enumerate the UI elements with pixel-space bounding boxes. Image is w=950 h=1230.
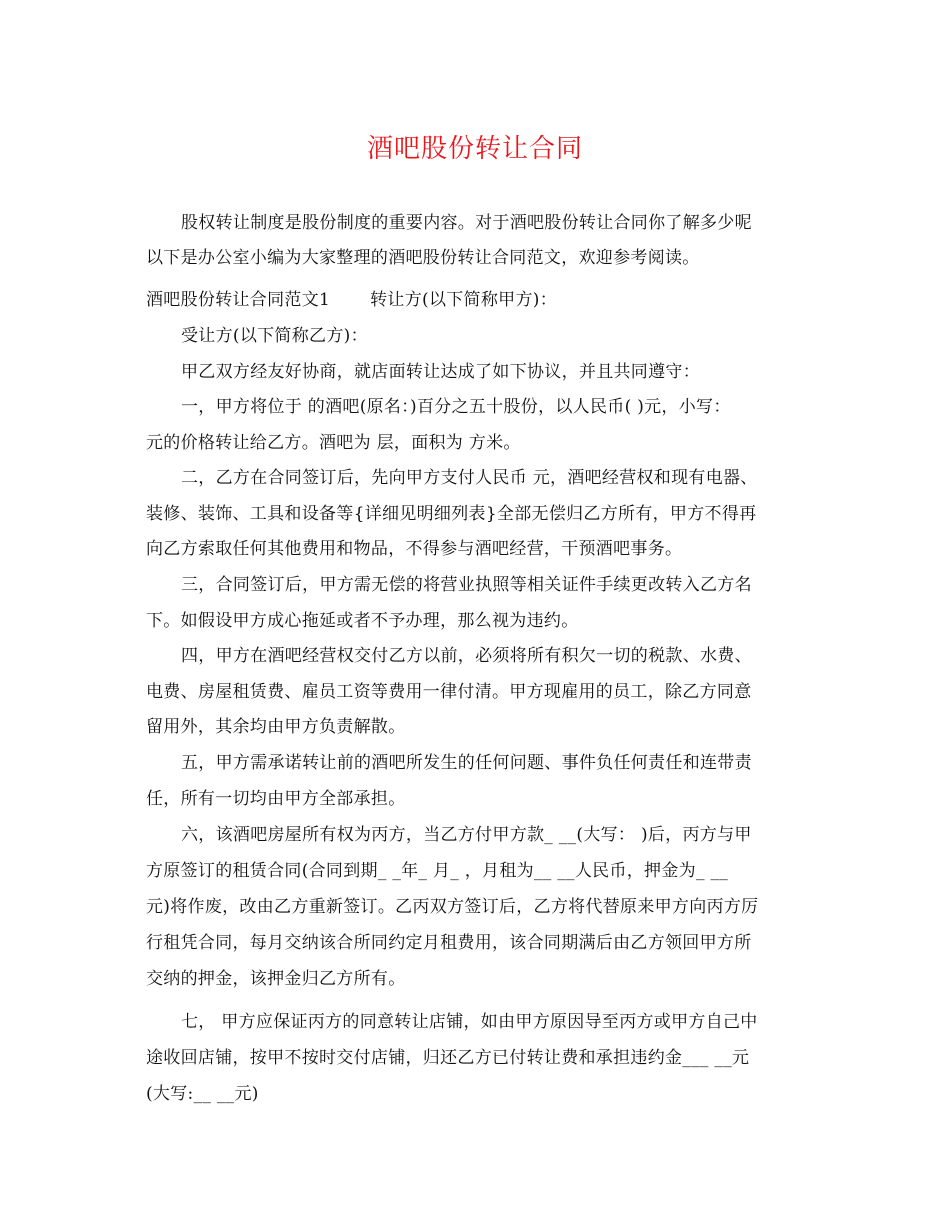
sample-heading: 酒吧股份转让合同范文1 — [146, 290, 331, 310]
paragraph-line: 二，乙方在合同签订后，先向甲方支付人民币 元，酒吧经营权和现有电器、 — [181, 468, 758, 488]
paragraph-line: 一，甲方将位于 的酒吧(原名：)百分之五十股份，以人民币( )元，小写： — [181, 397, 731, 417]
paragraph-line — [146, 285, 557, 310]
paragraph-line: 电费、房屋租赁费、雇员工资等费用一律付清。甲方现雇用的员工，除乙方同意 — [146, 682, 752, 702]
paragraph-line: 向乙方索取任何其他费用和物品，不得参与酒吧经营，干预酒吧事务。 — [146, 539, 683, 559]
paragraph-line: 四，甲方在酒吧经营权交付乙方以前，必须将所有积欠一切的税款、水费、 — [181, 646, 752, 666]
paragraph-line: 元)将作废，改由乙方重新签订。乙丙双方签订后，乙方将代替原来甲方向丙方厉 — [146, 897, 759, 917]
paragraph-line: 行租凭合同，每月交纳该合所同约定月租费用，该合同期满后由乙方领回甲方所 — [146, 933, 752, 953]
paragraph-line: 股权转让制度是股份制度的重要内容。对于酒吧股份转让合同你了解多少呢 — [181, 213, 752, 233]
paragraph-line: 下。如假设甲方成心拖延或者不予办理，那么视为违约。 — [146, 611, 579, 631]
paragraph-line: 任，所有一切均由甲方全部承担。 — [146, 789, 406, 809]
paragraph-line: 六，该酒吧房屋所有权为丙方，当乙方付甲方款_ __(大写： )后，丙方与甲 — [181, 825, 752, 845]
paragraph-line: 留用外，其余均由甲方负责解散。 — [146, 717, 406, 737]
paragraph-line: 五，甲方需承诺转让前的酒吧所发生的任何问题、事件负任何责任和连带责 — [181, 753, 752, 773]
paragraph-line: 装修、装饰、工具和设备等{详细见明细列表}全部无偿归乙方所有，甲方不得再 — [146, 504, 757, 524]
paragraph-line: 方原签订的租赁合同(合同到期_ _年_ 月_ ，月租为__ __人民币，押金为_ __ — [146, 861, 729, 881]
paragraph-line: 交纳的押金，该押金归乙方所有。 — [146, 969, 406, 989]
paragraph-line: 七， 甲方应保证丙方的同意转让店铺，如由甲方原因导至丙方或甲方自己中 — [181, 1012, 758, 1032]
transferor-label: 转让方(以下简称甲方)： — [370, 290, 557, 310]
paragraph-line: 元的价格转让给乙方。酒吧为 层，面积为 方米。 — [146, 433, 521, 453]
paragraph-line: 受让方(以下简称乙方)： — [181, 326, 368, 346]
paragraph-line: 三，合同签订后，甲方需无偿的将营业执照等相关证件手续更改转入乙方名 — [181, 575, 752, 595]
paragraph-line: (大写:__ __元) — [146, 1084, 259, 1104]
paragraph-line: 甲乙双方经友好协商，就店面转让达成了如下协议，并且共同遵守： — [181, 362, 700, 382]
document-title: 酒吧股份转让合同 — [366, 134, 583, 164]
paragraph-line: 以下是办公室小编为大家整理的酒吧股份转让合同范文，欢迎参考阅读。 — [146, 248, 700, 268]
paragraph-line: 途收回店铺，按甲不按时交付店铺，归还乙方已付转让费和承担违约金___ __元 — [146, 1048, 750, 1068]
